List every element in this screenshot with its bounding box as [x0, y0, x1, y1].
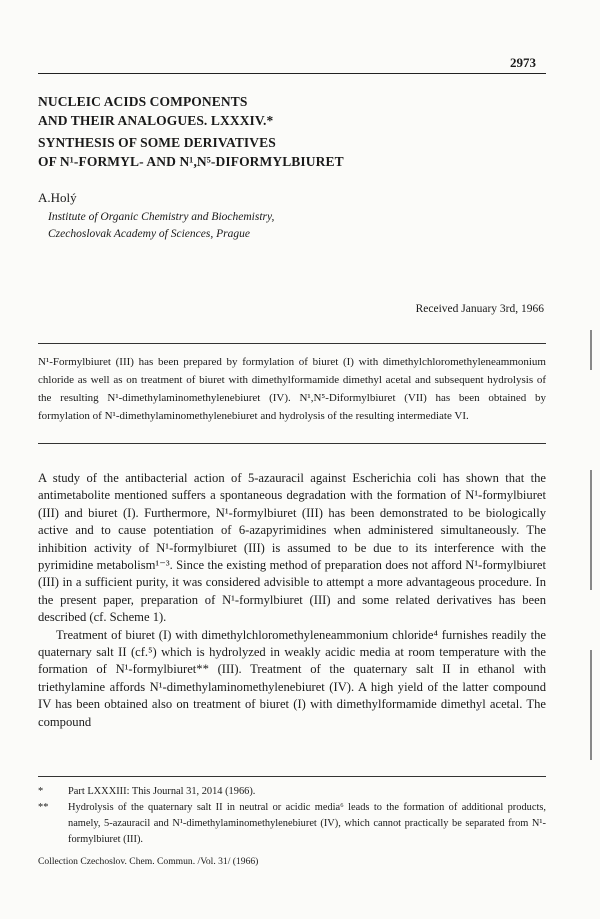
affiliation-line-2: Czechoslovak Academy of Sciences, Prague — [48, 228, 250, 240]
journal-citation: Collection Czechoslov. Chem. Commun. /Vol. 31/ (1966) — [38, 856, 259, 867]
affiliation-line-1: Institute of Organic Chemistry and Biochemistry, — [48, 211, 275, 223]
footnote-mark: * — [38, 786, 44, 797]
abstract-bottom-rule — [38, 443, 546, 444]
title-line-3: SYNTHESIS OF SOME DERIVATIVES — [38, 135, 276, 150]
footnote-2 — [38, 800, 546, 848]
footnote-text: Part LXXXIII: This Journal 31, 2014 (1966). — [68, 786, 256, 797]
footnote-rule — [38, 776, 546, 777]
scan-edge-mark — [590, 470, 592, 590]
abstract-text: N¹-Formylbiuret (III) has been prepared by formylation of biuret (I) with dimethylchloromethyleneammonium chloride as well as on treatment of biuret with dimethylformamide dimethyl acetal and subsequent hydrolysis of the resulting N¹-dimethylaminomethylenebiuret (IV). N¹,N⁵-Diformylbiuret (VII) has been obtained by formylation of N¹-dimethylaminomethylenebiuret and hydrolysis of the resulting intermediate VI. — [38, 356, 546, 422]
footnote-text: Hydrolysis of the quaternary salt II in neutral or acidic media⁶ leads to the formation of additional products, namely, 5-azauracil and N¹-dimethylaminomethylenebiuret (IV), which cannot practically be separated from N¹-formylbiuret (III). — [68, 802, 546, 845]
header-rule — [38, 73, 546, 74]
page-number: 2973 — [510, 55, 536, 70]
footnote-1 — [38, 784, 546, 800]
abstract — [38, 353, 546, 425]
title-line-4: OF N¹-FORMYL- AND N¹,N⁵-DIFORMYLBIURET — [38, 154, 344, 169]
abstract-top-rule — [38, 343, 546, 344]
scan-edge-mark — [590, 330, 592, 370]
article-title — [38, 92, 558, 171]
footnotes — [38, 784, 546, 848]
body-paragraph-1: A study of the antibacterial action of 5-azauracil against Escherichia coli has shown that the antimetabolite mentioned suffers a spontaneous degradation with the formation of N¹-formylbiuret (III) and biuret (I). Furthermore, N¹-formylbiuret (III) has been demonstrated to be biologically active and to cause potentiation of 6-azapyrimidines when administered simultaneously. The inhibition activity of N¹-formylbiuret (III) is assumed to be due to its interference with the pyrimidine metabolism¹⁻³. Since the existing method of preparation does not afford N¹-formylbiuret (III) in a sufficient purity, it was considered advisible to attempt a more advantageous procedure. In the present paper, preparation of N¹-formylbiuret (III) and some related derivatives has been described (cf. Scheme 1). — [38, 471, 546, 625]
author: A.Holý — [38, 190, 77, 205]
title-line-1: NUCLEIC ACIDS COMPONENTS — [38, 94, 248, 109]
body-paragraph-2: Treatment of biuret (I) with dimethylchloromethyleneammonium chloride⁴ furnishes readily the quaternary salt II (cf.⁵) which is hydrolyzed in weakly acidic media at room temperature with the formation of N¹-formylbiuret** (III). Treatment of the quaternary salt II in ethanol with triethylamine affords N¹-dimethylaminomethylenebiuret (IV). A high yield of the latter compound IV has been obtained also on treatment of biuret (I) with dimethylformamide dimethyl acetal. The compound — [38, 627, 546, 729]
scan-edge-mark — [590, 650, 592, 760]
body-text — [38, 470, 546, 731]
title-line-2: AND THEIR ANALOGUES. LXXXIV.* — [38, 113, 274, 128]
footnote-mark: ** — [38, 802, 49, 813]
affiliation — [48, 209, 274, 243]
received-date: Received January 3rd, 1966 — [415, 303, 544, 315]
